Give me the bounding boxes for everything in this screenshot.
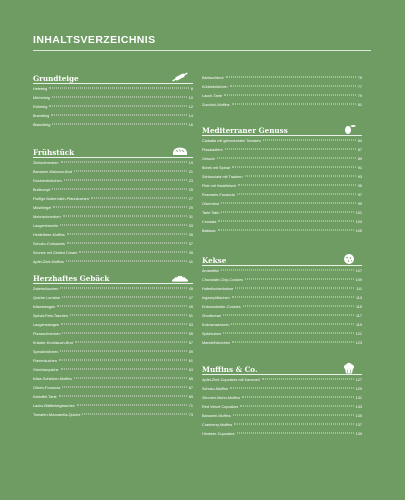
dot-leader [237, 433, 354, 434]
toc-entry [202, 209, 362, 217]
entry-page-number: 87 [357, 148, 362, 152]
toc-entry [202, 394, 362, 402]
entry-title: Hefeteig [33, 87, 48, 91]
toc-entry [33, 357, 193, 365]
entry-page-number: 14 [188, 114, 193, 118]
toc-entry [202, 403, 362, 411]
entry-page-number: 103 [355, 220, 362, 224]
entry-title: Kartoffel-Tarte [33, 395, 57, 399]
section-header [202, 124, 362, 136]
entry-title: Amarettini [202, 269, 220, 273]
entry-page-number: 131 [355, 396, 362, 400]
toc-entry [33, 177, 193, 185]
entry-title: Fluffige Buttermilch-Pfannkuchen [33, 197, 89, 201]
dot-leader [243, 306, 354, 307]
entry-page-number: 19 [188, 161, 193, 165]
entry-title: Zucchini-Muffins [202, 103, 230, 107]
dot-leader [221, 203, 355, 204]
dot-leader [79, 252, 186, 253]
entry-page-number: 23 [188, 179, 193, 183]
entry-title: Scones mit Clotted Cream [33, 251, 78, 255]
toc-entry [202, 182, 362, 190]
toc-entry [33, 348, 193, 356]
cupcake-icon [340, 361, 358, 373]
toc-entry [33, 103, 193, 111]
toc-entry [202, 227, 362, 235]
toc-entry [33, 384, 193, 392]
toc-entry [202, 164, 362, 172]
entry-title: Grissini [202, 157, 215, 161]
entry-page-number: 53 [188, 323, 193, 327]
dot-leader [82, 414, 186, 415]
section-divider [202, 265, 362, 266]
entry-page-number: 81 [357, 103, 362, 107]
entry-page-number: 69 [188, 395, 193, 399]
entry-page-number: 84 [357, 139, 362, 143]
entry-page-number: 73 [188, 413, 193, 417]
entry-title: Laugenbrezeln [33, 224, 59, 228]
dot-leader [49, 88, 189, 89]
dot-leader [218, 230, 354, 231]
dot-leader [230, 388, 354, 389]
toc-entry [202, 376, 362, 384]
entry-title: Rosmarin-Focaccia [202, 193, 235, 197]
entry-page-number: 59 [188, 350, 193, 354]
dot-leader [61, 162, 187, 163]
dot-leader [245, 176, 356, 177]
toc-entry [33, 240, 193, 248]
toc-entry [202, 191, 362, 199]
dot-leader [64, 180, 187, 181]
toc-entry [33, 204, 193, 212]
toc-entry [202, 430, 362, 438]
toc-entry [202, 285, 362, 293]
entry-title: Oliven-Focaccia [33, 386, 61, 390]
toc-entry [33, 330, 193, 338]
toc-entry [33, 321, 193, 329]
section-divider [202, 135, 362, 136]
entry-title: Tomaten-Mozzarella-Quiche [33, 413, 81, 417]
entry-title: Schoko-Croissants [33, 242, 65, 246]
olive-icon [340, 122, 358, 134]
entry-page-number: 135 [355, 414, 362, 418]
dot-leader [75, 342, 187, 343]
entry-page-number: 29 [188, 206, 193, 210]
dot-leader [67, 243, 187, 244]
toc-entry [33, 312, 193, 320]
section-header [33, 146, 193, 158]
toc-entry [202, 339, 362, 347]
toc-entry [202, 218, 362, 226]
dot-leader [232, 104, 356, 105]
entry-title: Mohnschnecken [33, 215, 61, 219]
entry-title: Lachs-Blätterteigtaschen [33, 404, 75, 408]
entry-title: Erdnussbutter-Cookies [202, 305, 241, 309]
entry-title: Pizzaschnecken [33, 332, 61, 336]
entry-page-number: 109 [355, 278, 362, 282]
entry-page-number: 37 [188, 242, 193, 246]
entry-page-number: 113 [355, 296, 362, 300]
dot-leader [238, 185, 356, 186]
dot-leader [232, 297, 354, 298]
toc-entry [202, 412, 362, 420]
entry-title: Lauch-Tarte [202, 94, 223, 98]
dot-leader [223, 333, 354, 334]
dot-leader [235, 288, 354, 289]
dot-leader [52, 124, 186, 125]
entry-title: Pide mit Hackfleisch [202, 184, 237, 188]
section-title: Kekse [202, 256, 227, 265]
entry-title: Flammkuchen [33, 359, 57, 363]
entry-title: Schoko-Muffins [202, 387, 229, 391]
entry-title: Himbeer-Cupcakes [202, 432, 235, 436]
toc-entry [33, 94, 193, 102]
toc-entry [33, 402, 193, 410]
toc-entry [33, 339, 193, 347]
entry-title: Spitzbuben [202, 332, 221, 336]
dot-leader [225, 149, 356, 150]
dot-leader [59, 360, 187, 361]
dot-leader [52, 189, 186, 190]
entry-title: Chocolate-Chip-Cookies [202, 278, 244, 282]
toc-entry [202, 74, 362, 82]
toc-entry [202, 83, 362, 91]
toc-entry [33, 258, 193, 266]
entry-title: Butterzopf [33, 188, 51, 192]
entry-page-number: 105 [355, 229, 362, 233]
entry-page-number: 39 [188, 251, 193, 255]
entry-title: Kürbisbrötchen [202, 85, 228, 89]
section-divider [33, 83, 193, 84]
toc-entry [202, 146, 362, 154]
section-title: Grundteige [33, 74, 79, 83]
entry-title: Shortbread [202, 314, 221, 318]
dot-leader [262, 379, 354, 380]
toc-entry [33, 285, 193, 293]
entry-page-number: 139 [355, 432, 362, 436]
toc-entry [202, 267, 362, 275]
entry-title: Schiacciata mit Trauben [202, 175, 243, 179]
dot-leader [63, 216, 187, 217]
entry-page-number: 121 [355, 332, 362, 336]
dot-leader [74, 378, 187, 379]
entry-page-number: 41 [188, 260, 193, 264]
toc-entry [33, 186, 193, 194]
toc-entry [202, 173, 362, 181]
dot-leader [60, 351, 186, 352]
entry-title: Baklava [202, 229, 216, 233]
entry-page-number: 119 [355, 323, 362, 327]
entry-title: Bananen-Walnuss-Brot [33, 170, 73, 174]
dot-leader [230, 86, 356, 87]
toc-entry [202, 294, 362, 302]
bread-loaf-icon [171, 144, 189, 156]
section-title: Mediterraner Genuss [202, 126, 288, 135]
section-divider [33, 157, 193, 158]
entry-page-number: 31 [188, 215, 193, 219]
entry-page-number: 61 [188, 359, 193, 363]
toc-entry [33, 366, 193, 374]
dot-leader [233, 415, 354, 416]
toc-entry [202, 321, 362, 329]
entry-page-number: 91 [357, 166, 362, 170]
toc-entry [33, 222, 193, 230]
toc-entry [202, 92, 362, 100]
toc-entry [202, 155, 362, 163]
entry-title: Kräuter-Knoblauch-Brot [33, 341, 73, 345]
entry-page-number: 77 [357, 85, 362, 89]
entry-page-number: 33 [188, 224, 193, 228]
entry-title: Apfel-Zimt-Cupcakes mit Karamell [202, 378, 260, 382]
entry-page-number: 97 [357, 193, 362, 197]
entry-title: Biskuitteig [33, 123, 51, 127]
entry-title: Zitronen-Mohn-Muffins [202, 396, 241, 400]
dot-leader [66, 261, 187, 262]
entry-page-number: 49 [188, 305, 193, 309]
entry-title: Mandelhörnchen [202, 341, 231, 345]
dot-leader [77, 405, 187, 406]
entry-page-number: 107 [355, 269, 362, 273]
dot-leader [221, 212, 353, 213]
dot-leader [49, 106, 186, 107]
toc-entry [33, 112, 193, 120]
dot-leader [52, 97, 187, 98]
dot-leader [91, 198, 187, 199]
entry-page-number: 55 [188, 332, 193, 336]
dot-leader [60, 225, 187, 226]
entry-title: Käsestangen [33, 305, 56, 309]
entry-title: Kokosmakronen [202, 323, 230, 327]
entry-title: Speckbrötchen [33, 350, 59, 354]
toc-entry [33, 231, 193, 239]
entry-page-number: 51 [188, 314, 193, 318]
entry-title: Spinat-Feta-Taschen [33, 314, 69, 318]
toc-entry [202, 200, 362, 208]
toc-entry [33, 411, 193, 419]
entry-title: Tarte Tatin [202, 211, 220, 215]
dot-leader [242, 397, 354, 398]
dot-leader [263, 140, 356, 141]
cookie-icon [340, 252, 358, 264]
entry-title: Brandteig [33, 114, 50, 118]
dot-leader [226, 77, 356, 78]
section-header [33, 272, 193, 284]
dot-leader [61, 324, 187, 325]
entry-page-number: 123 [355, 341, 362, 345]
section-title: Muffins & Co. [202, 365, 258, 374]
toc-entry [202, 330, 362, 338]
entry-page-number: 101 [355, 211, 362, 215]
entry-title: Cranberry-Muffins [202, 423, 233, 427]
pie-icon [171, 270, 189, 282]
entry-page-number: 65 [188, 377, 193, 381]
entry-page-number: 71 [188, 404, 193, 408]
entry-title: Müsliriegel [33, 206, 52, 210]
entry-title: Apfel-Zimt-Muffins [33, 260, 64, 264]
entry-page-number: 99 [357, 202, 362, 206]
dot-leader [231, 324, 354, 325]
entry-title: Käse-Schinken-Muffins [33, 377, 72, 381]
entry-page-number: 117 [355, 314, 362, 318]
entry-title: Ciabatta mit getrockneten Tomaten [202, 139, 261, 143]
dot-leader [232, 342, 353, 343]
entry-page-number: 129 [355, 387, 362, 391]
dot-leader [57, 306, 187, 307]
section-divider [202, 374, 362, 375]
section-divider [33, 283, 193, 284]
entry-page-number: 57 [188, 341, 193, 345]
section-title: Frühstück [33, 148, 75, 157]
toc-entry [202, 312, 362, 320]
dot-leader [217, 158, 356, 159]
entry-page-number: 93 [357, 175, 362, 179]
entry-page-number: 12 [188, 105, 193, 109]
entry-page-number: 63 [188, 368, 193, 372]
entry-title: Heidelbeer-Muffins [33, 233, 65, 237]
dot-leader [60, 288, 186, 289]
entry-page-number: 89 [357, 157, 362, 161]
entry-page-number: 35 [188, 233, 193, 237]
entry-page-number: 25 [188, 188, 193, 192]
entry-page-number: 95 [357, 184, 362, 188]
toc-entry [33, 168, 193, 176]
entry-page-number: 137 [355, 423, 362, 427]
entry-title: Haferflockenkekse [202, 287, 234, 291]
dot-leader [245, 279, 354, 280]
entry-title: Ingwerplätzchen [202, 296, 230, 300]
dot-leader [62, 387, 187, 388]
toc-entry [202, 385, 362, 393]
entry-page-number: 115 [355, 305, 362, 309]
section-header [202, 254, 362, 266]
entry-title: Gemüsequiche [33, 368, 59, 372]
entry-title: Zwiebelkuchen [33, 287, 59, 291]
title-rule [33, 50, 371, 51]
dot-leader [51, 115, 187, 116]
entry-title: Rosinenbrötchen [33, 179, 62, 183]
toc-entry [33, 195, 193, 203]
entry-title: Red Velvet Cupcakes [202, 405, 239, 409]
entry-page-number: 75 [357, 76, 362, 80]
toc-entry [33, 249, 193, 257]
dot-leader [62, 297, 187, 298]
entry-title: Olivenbrot [202, 202, 220, 206]
entry-page-number: 45 [188, 287, 193, 291]
toc-entry [33, 159, 193, 167]
dot-leader [221, 270, 354, 271]
rolling-pin-icon [171, 70, 189, 82]
dot-leader [240, 406, 353, 407]
dot-leader [218, 221, 353, 222]
dot-leader [223, 315, 354, 316]
toc-entry [202, 303, 362, 311]
dot-leader [59, 396, 187, 397]
section-header [202, 363, 362, 375]
entry-title: Crostata [202, 220, 217, 224]
entry-page-number: 8 [190, 87, 193, 91]
section-header [33, 72, 193, 84]
dot-leader [237, 194, 356, 195]
entry-title: Mürbeteig [33, 96, 50, 100]
entry-page-number: 47 [188, 296, 193, 300]
dot-leader [62, 333, 186, 334]
toc-entry [202, 101, 362, 109]
entry-title: Pissaladière [202, 148, 223, 152]
dot-leader [224, 95, 356, 96]
entry-title: Bananen-Muffins [202, 414, 231, 418]
toc-entry [33, 85, 193, 93]
entry-page-number: 21 [188, 170, 193, 174]
dot-leader [67, 234, 187, 235]
entry-page-number: 16 [188, 123, 193, 127]
entry-page-number: 27 [188, 197, 193, 201]
toc-entry [33, 393, 193, 401]
toc-entry [33, 294, 193, 302]
entry-page-number: 10 [188, 96, 193, 100]
dot-leader [61, 369, 187, 370]
section-title: Herzhaftes Gebäck [33, 274, 110, 283]
toc-entry [202, 421, 362, 429]
toc-entry [202, 137, 362, 145]
entry-page-number: 79 [357, 94, 362, 98]
dot-leader [74, 171, 187, 172]
entry-title: Bärlauchbrot [202, 76, 224, 80]
entry-title: Quiche Lorraine [33, 296, 61, 300]
toc-entry [33, 303, 193, 311]
entry-page-number: 67 [188, 386, 193, 390]
toc-entry [202, 276, 362, 284]
dot-leader [232, 167, 356, 168]
entry-title: Rührteig [33, 105, 48, 109]
entry-page-number: 111 [356, 287, 362, 291]
toc-entry [33, 375, 193, 383]
dot-leader [70, 315, 187, 316]
entry-title: Börek mit Spinat [202, 166, 230, 170]
entry-title: Zimtschnecken [33, 161, 59, 165]
toc-entry [33, 121, 193, 129]
dot-leader [53, 207, 187, 208]
entry-page-number: 127 [355, 378, 362, 382]
toc-entry [33, 213, 193, 221]
entry-page-number: 133 [355, 405, 362, 409]
entry-title: Laugenstangen [33, 323, 60, 327]
dot-leader [234, 424, 353, 425]
page-title: INHALTSVERZEICHNIS [33, 34, 156, 46]
